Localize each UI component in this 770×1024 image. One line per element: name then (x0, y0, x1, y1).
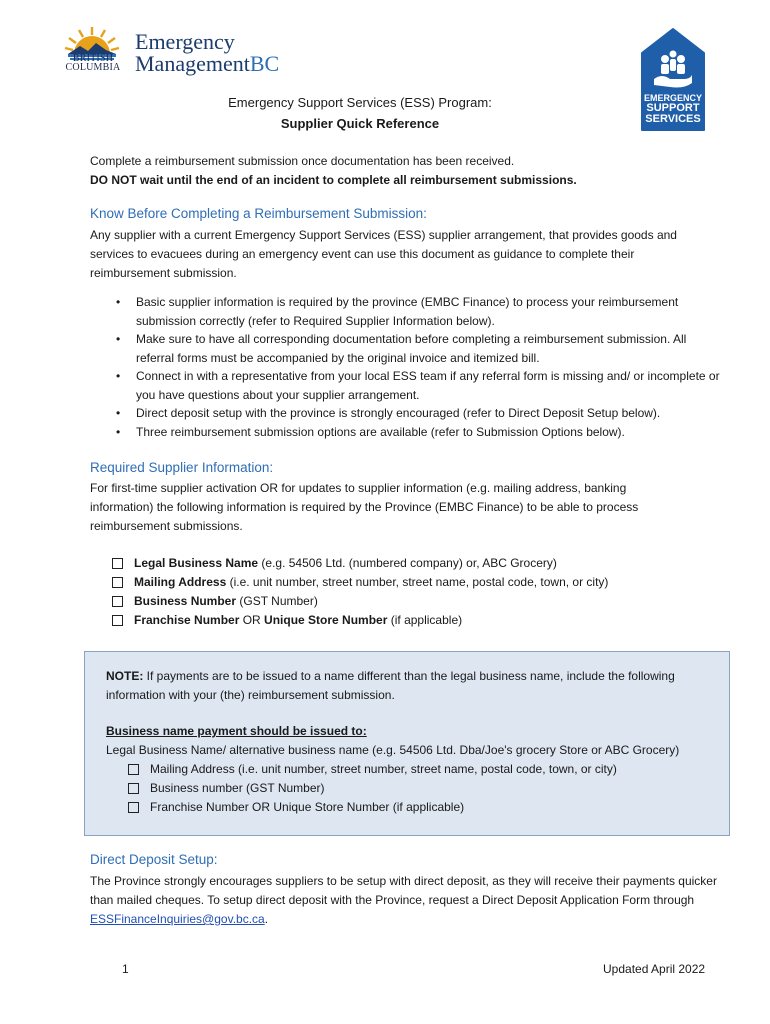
checklist-item: Franchise Number OR Unique Store Number (if applicable) (110, 611, 608, 630)
checklist-item: Business number (GST Number) (126, 779, 617, 798)
note-label: NOTE: (106, 669, 144, 683)
checklist-item: Legal Business Name (e.g. 54506 Ltd. (numbered company) or, ABC Grocery) (110, 554, 608, 573)
list-item: • Three reimbursement submission options are available (refer to Submission Options below). (110, 423, 720, 442)
checkbox-icon[interactable] (128, 783, 139, 794)
section1-bullet-list (110, 293, 720, 441)
ess-badge-line2: SUPPORT (646, 102, 700, 114)
note-text (106, 667, 718, 705)
section3-heading: Direct Deposit Setup: (90, 852, 218, 867)
section1-paragraph: Any supplier with a current Emergency Support Services (ESS) supplier arrangement, that provides goods and services to evacuees during an emergency event can use this document as guidance to complete their reimbursement submission. (90, 228, 677, 280)
section3-paragraph: The Province strongly encourages suppliers to be setup with direct deposit, as they will receive their payments quicker than mailed cheques. To setup direct deposit with the Province, request a Direct Deposit Application Form through ESSFinanceInquiries@gov.bc.ca. (90, 874, 717, 926)
intro-line2: DO NOT wait until the end of an incident to complete all reimbursement submissions. (90, 173, 577, 187)
bc-logo-line2: COLUMBIA (65, 62, 121, 73)
bc-logo-line1: BRITISH (72, 53, 114, 64)
checkbox-icon[interactable] (128, 764, 139, 775)
checkbox-icon[interactable] (112, 615, 123, 626)
checklist-item: Franchise Number OR Unique Store Number (if applicable) (126, 798, 617, 817)
checkbox-icon[interactable] (128, 802, 139, 813)
checklist-item: Business Number (GST Number) (110, 592, 608, 611)
page-number: 1 (122, 962, 129, 976)
supplier-info-checklist (110, 554, 608, 630)
bc-logo-text (60, 54, 126, 72)
checklist-item: Mailing Address (i.e. unit number, street number, street name, postal code, town, or city) (126, 760, 617, 779)
embc-line2: Management (135, 51, 250, 76)
embc-wordmark (135, 31, 279, 75)
document-subtitle: Supplier Quick Reference (280, 116, 440, 131)
ess-badge-line1: EMERGENCY (643, 93, 702, 103)
note-checklist (126, 760, 617, 817)
note-subheading: Business name payment should be issued to: (106, 724, 367, 738)
checkbox-icon[interactable] (112, 558, 123, 569)
ess-badge-line3: SERVICES (645, 113, 701, 125)
updated-date: Updated April 2022 (603, 962, 706, 976)
embc-line1: Emergency (135, 29, 235, 54)
list-item: • Basic supplier information is required by the province (EMBC Finance) to process your reimbursement submission correctly (refer to Required Supplier Information below). (110, 293, 720, 330)
document-title: Emergency Support Services (ESS) Program: (228, 95, 492, 110)
section1-heading: Know Before Completing a Reimbursement Submission: (90, 206, 427, 221)
finance-email-link[interactable]: ESSFinanceInquiries@gov.bc.ca (90, 912, 265, 926)
list-item: • Connect in with a representative from your local ESS team if any referral form is missing and/ or incomplete or you have questions about your supplier arrangement. (110, 367, 720, 404)
intro-line1: Complete a reimbursement submission once documentation has been received. (90, 154, 515, 168)
checklist-item: Mailing Address (i.e. unit number, street number, street name, postal code, town, or city) (110, 573, 608, 592)
section2-heading: Required Supplier Information: (90, 460, 274, 475)
embc-bc: BC (249, 51, 280, 76)
note-body: If payments are to be issued to a name different than the legal business name, include the following information with your (the) reimbursement submission. (106, 669, 675, 702)
checkbox-icon[interactable] (112, 577, 123, 588)
section2-paragraph: For first-time supplier activation OR for updates to supplier information (e.g. mailing address, banking information) the following information is required by the Province (EMBC Finance) to be able to process reimbursement submissions. (90, 481, 639, 533)
list-item: • Make sure to have all corresponding documentation before completing a reimbursement submission. All referral forms must be accompanied by the original invoice and itemized bill. (110, 330, 720, 367)
note-line: Legal Business Name/ alternative business name (e.g. 54506 Ltd. Dba/Joe's grocery Store or ABC Grocery) (106, 743, 680, 757)
checkbox-icon[interactable] (112, 596, 123, 607)
list-item: • Direct deposit setup with the province is strongly encouraged (refer to Direct Deposit Setup below). (110, 404, 720, 423)
